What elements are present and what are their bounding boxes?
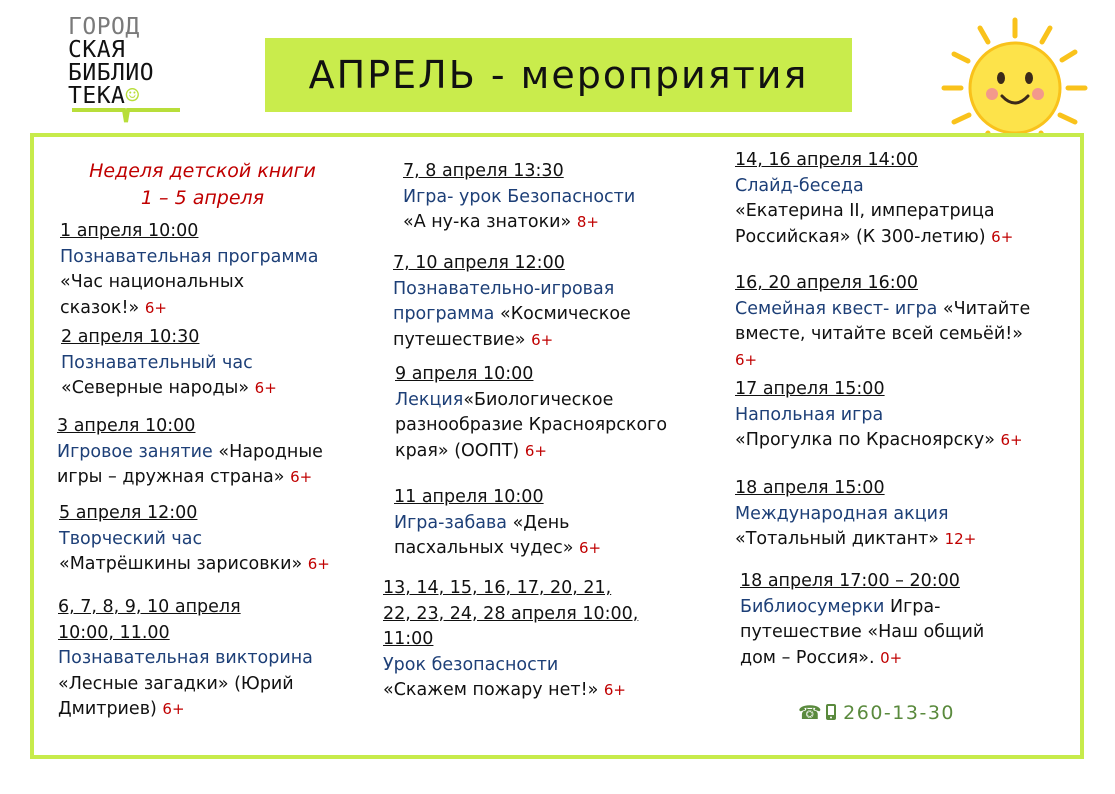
- age-badge: 6+: [144, 298, 167, 317]
- event-date: 9 апреля 10:00: [395, 364, 534, 384]
- event-type: Библиосумерки: [740, 596, 885, 617]
- event-name: «Екатерина II, императрица: [735, 201, 995, 221]
- event-date: 14, 16 апреля 14:00: [735, 150, 918, 170]
- event-17-apr: [735, 377, 1070, 454]
- telephone-icon: ☎: [798, 702, 824, 724]
- event-type: Лекция: [395, 389, 464, 410]
- event-name: разнообразие Красноярского: [395, 415, 668, 435]
- event-2-apr: [61, 325, 391, 402]
- event-date: 3 апреля 10:00: [57, 416, 196, 436]
- event-name: «Матрёшкины зарисовки»: [59, 554, 303, 574]
- event-name: пасхальных чудес»: [394, 538, 574, 558]
- event-name: дом – Россия».: [740, 647, 875, 668]
- book-icon: [70, 108, 182, 126]
- event-type: программа: [393, 304, 495, 324]
- age-badge: 0+: [880, 648, 903, 667]
- age-badge: 6+: [603, 681, 627, 699]
- event-date: 22, 23, 24, 28 апреля 10:00,: [383, 603, 639, 624]
- event-name: края» (ООПТ): [395, 440, 520, 461]
- logo-line-1: ГОРОД: [68, 14, 140, 40]
- event-time: 10:00, 11.00: [58, 622, 170, 643]
- event-18-apr-bibliotwilight: [740, 569, 1070, 671]
- event-date: 6, 7, 8, 9, 10 апреля: [58, 597, 241, 617]
- event-type: Игровое занятие: [57, 441, 213, 462]
- event-date: 11 апреля 10:00: [394, 487, 544, 507]
- event-name: «Тотальный диктант»: [735, 529, 940, 549]
- event-name: путешествие»: [393, 329, 526, 350]
- age-badge: 12+: [944, 530, 977, 548]
- event-14-16-apr: [735, 148, 1070, 250]
- event-time: 11:00: [383, 629, 434, 649]
- event-type: Слайд-беседа: [735, 175, 864, 196]
- age-badge: 6+: [531, 330, 554, 349]
- age-badge: 6+: [579, 539, 602, 557]
- event-18-apr-dictation: [735, 476, 1070, 553]
- event-type: Познавательно-игровая: [393, 278, 615, 299]
- phone-contact: [798, 702, 955, 724]
- age-badge: 6+: [162, 700, 185, 718]
- event-type: Урок безопасности: [383, 654, 559, 675]
- age-badge: 8+: [576, 213, 599, 231]
- library-logo: [68, 16, 188, 134]
- event-date: 1 апреля 10:00: [60, 221, 199, 241]
- age-badge: 6+: [290, 468, 313, 486]
- event-type: Творческий час: [59, 528, 203, 549]
- event-name: Дмитриев): [58, 699, 157, 719]
- event-type: Познавательная программа: [60, 246, 319, 267]
- event-type: Познавательная викторина: [58, 648, 313, 668]
- event-type: Международная акция: [735, 503, 949, 524]
- week-dates: 1 – 5 апреля: [140, 187, 265, 209]
- event-6-10-apr: [58, 595, 388, 723]
- event-11-apr: [394, 485, 724, 562]
- age-badge: 6+: [1000, 431, 1023, 449]
- event-name: «Народные: [218, 441, 323, 462]
- event-7-10-apr: [393, 251, 723, 353]
- week-title: Неделя детской книги: [89, 160, 316, 182]
- title-banner: [265, 38, 852, 112]
- phone-number: 260-13-30: [843, 702, 956, 724]
- event-16-20-apr: [735, 271, 1070, 373]
- event-type: Игра- урок Безопасности: [403, 186, 636, 207]
- mobile-phone-icon: [825, 703, 837, 721]
- logo-line-4: ТЕКА☺: [68, 83, 140, 109]
- event-date: 18 апреля 17:00 – 20:00: [740, 571, 960, 591]
- event-name: «Прогулка по Красноярску»: [735, 430, 995, 450]
- event-date: 16, 20 апреля 16:00: [735, 273, 918, 293]
- age-badge: 6+: [735, 350, 758, 369]
- event-name: «День: [512, 512, 570, 533]
- event-name: «Биологическое: [463, 389, 614, 410]
- event-7-8-apr: [403, 159, 733, 236]
- event-type: Игра-забава: [394, 512, 508, 533]
- event-name: «Лесные загадки» (Юрий: [58, 673, 294, 694]
- event-name: «Северные народы»: [61, 378, 250, 398]
- event-name: «Час национальных: [60, 272, 245, 292]
- age-badge: 6+: [991, 227, 1014, 246]
- event-date: 7, 10 апреля 12:00: [393, 253, 565, 273]
- event-name: вместе, читайте всей семьёй!»: [735, 324, 1023, 344]
- event-5-apr: [59, 501, 389, 578]
- event-name: сказок!»: [60, 297, 140, 318]
- event-date: 5 апреля 12:00: [59, 503, 198, 523]
- event-9-apr: [395, 362, 715, 464]
- event-name: Российская» (К 300-летию): [735, 226, 986, 247]
- event-safety-lessons: [383, 576, 713, 704]
- logo-line-3: БИБЛИО: [68, 60, 155, 86]
- event-type: Напольная игра: [735, 404, 884, 425]
- event-date: 17 апреля 15:00: [735, 379, 885, 399]
- age-badge: 6+: [307, 555, 330, 573]
- event-name: игры – дружная страна»: [57, 467, 285, 487]
- event-date: 7, 8 апреля 13:30: [403, 161, 564, 181]
- event-date: 18 апреля 15:00: [735, 478, 885, 498]
- event-date: 2 апреля 10:30: [61, 327, 200, 347]
- event-name: «Читайте: [942, 298, 1031, 319]
- age-badge: 6+: [254, 379, 277, 397]
- event-name: Игра-: [890, 596, 941, 617]
- event-type: Семейная квест- игра: [735, 298, 938, 319]
- event-type: Познавательный час: [61, 352, 253, 373]
- event-name: «А ну-ка знатоки»: [403, 212, 572, 232]
- page-title: АПРЕЛЬ - мероприятия: [308, 53, 809, 97]
- age-badge: 6+: [524, 441, 547, 460]
- event-1-apr: [60, 219, 390, 321]
- event-name: путешествие «Наш общий: [740, 622, 985, 642]
- event-3-apr: [57, 414, 367, 491]
- event-name: «Космическое: [500, 304, 631, 324]
- smile-icon: ☺: [125, 83, 140, 109]
- week-heading: [60, 158, 345, 212]
- logo-line-2: СКАЯ: [68, 37, 126, 63]
- event-name: «Скажем пожару нет!»: [383, 680, 599, 700]
- event-date: 13, 14, 15, 16, 17, 20, 21,: [383, 578, 612, 598]
